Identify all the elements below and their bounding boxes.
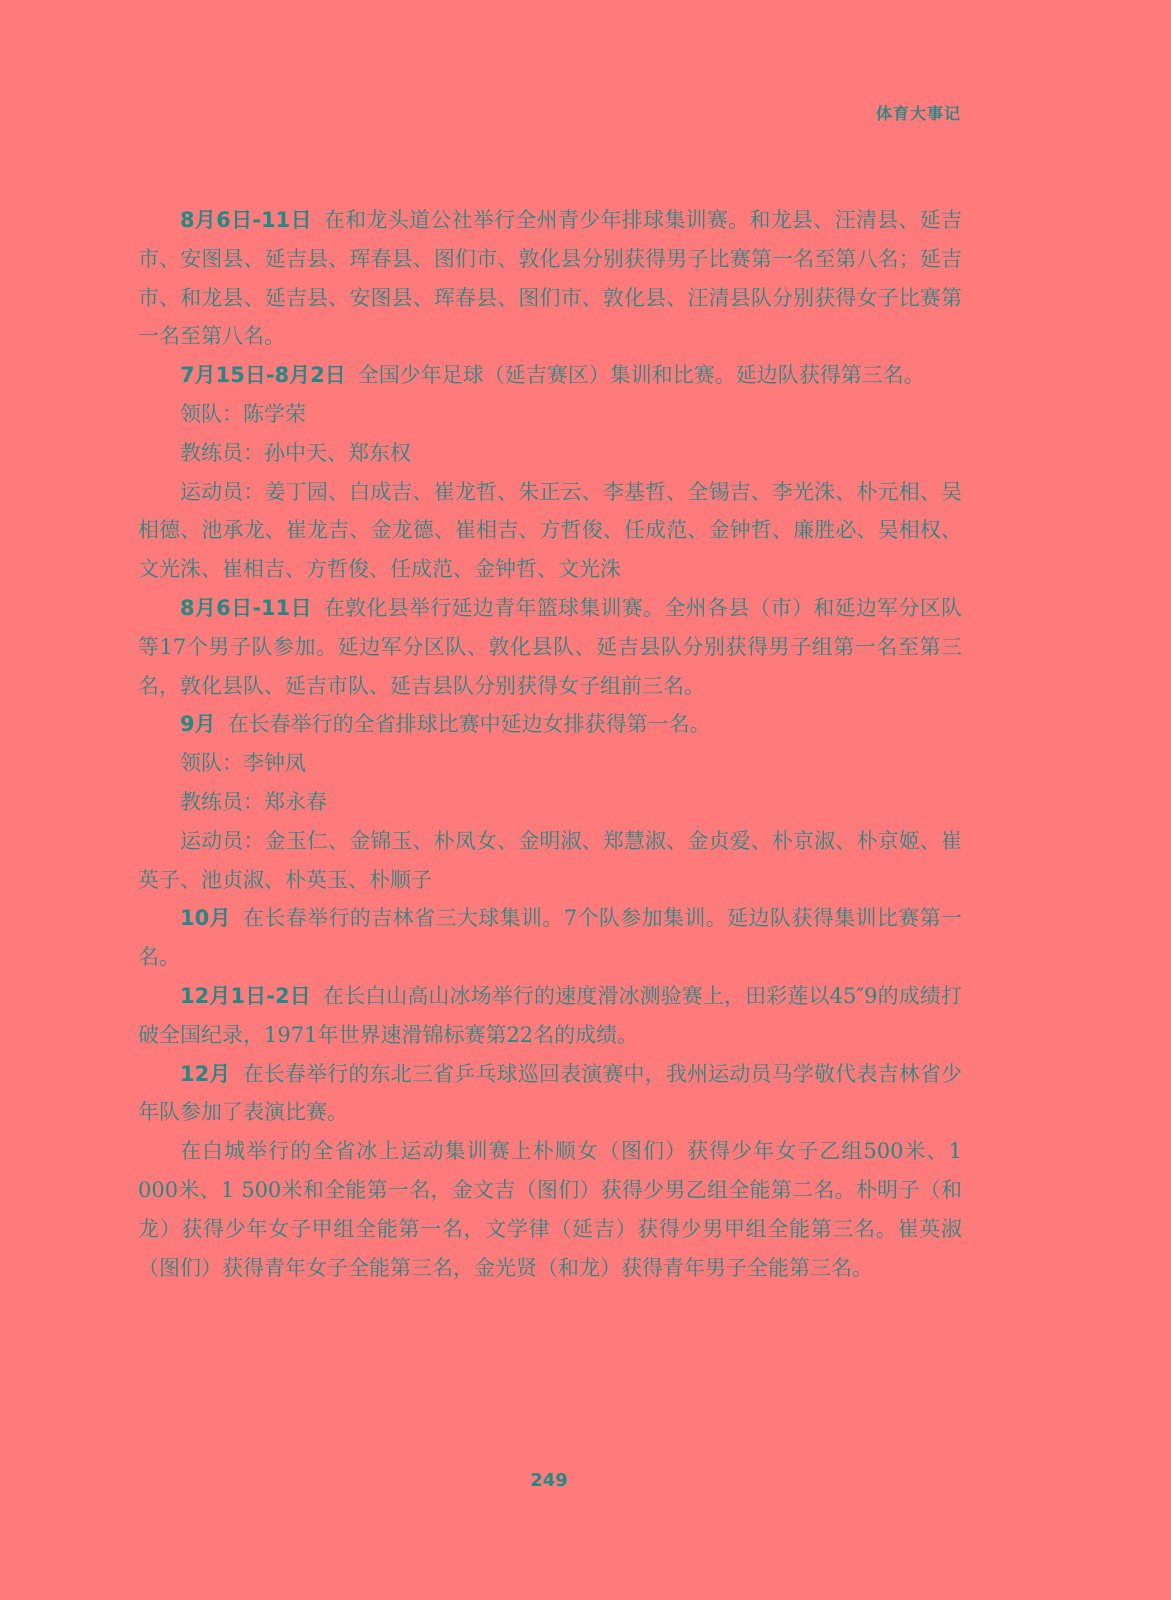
event-date: 12月1日-2日 [180,983,311,1008]
event-date: 7月15日-8月2日 [180,363,346,388]
event-date: 9月 [180,712,216,737]
paragraph-text: 在和龙头道公社举行全州青少年排球集训赛。和龙县、汪清县、延吉市、安图县、延吉县、珲春县、图们市、敦化县分别获得男子比赛第一名至第八名；延吉市、和龙县、延吉县、安图县、珲春县、图们市、敦化县、汪清县队分别获得女子比赛第一名至第八名。 [138,208,962,349]
paragraph [138,899,962,977]
paragraph [138,201,962,356]
paragraph [138,356,962,395]
paragraph-text: 在长春举行的全省排球比赛中延边女排获得第一名。 [227,712,711,737]
paragraph-text: 领队：李钟凤 [180,751,306,776]
page-number: 249 [530,1470,568,1491]
paragraph [138,473,962,589]
paragraph [138,705,962,744]
paragraph-text: 在长白山高山冰场举行的速度滑冰测验赛上，田彩莲以45″9的成绩打破全国纪录，1971年世界速滑锦标赛第22名的成绩。 [138,983,962,1047]
paragraph [138,395,962,434]
paragraph-text: 在白城举行的全省冰上运动集训赛上朴顺女（图们）获得少年女子乙组500米、1 000米、1 500米和全能第一名，金文吉（图们）获得少男乙组全能第二名。朴明子（和龙）获得少年女子甲组全能第一名，文学律（延吉）获得少男甲组全能第三名。崔英淑（图们）获得青年女子全能第三名，金光贤（和龙）获得青年男子全能第三名。 [138,1139,962,1280]
running-header: 体育大事记 [875,104,961,123]
paragraph [138,822,962,900]
paragraph [138,783,962,822]
paragraph-text: 在长春举行的吉林省三大球集训。7个队参加集训。延边队获得集训比赛第一名。 [138,906,962,970]
paragraph-text: 运动员：姜丁园、白成吉、崔龙哲、朱正云、李基哲、全锡吉、李光洙、朴元相、吴相德、池承龙、崔龙吉、金龙德、崔相吉、方哲俊、任成范、金钟哲、廉胜必、吴相权、文光洙、崔相吉、方哲俊、任成范、金钟哲、文光洙 [138,479,962,582]
paragraph-text: 教练员：郑永春 [180,789,327,814]
paragraph [138,1132,962,1287]
paragraph-text: 全国少年足球（延吉赛区）集训和比赛。延边队获得第三名。 [357,363,925,388]
paragraph-text: 在长春举行的东北三省乒乓球巡回表演赛中，我州运动员马学敬代表吉林省少年队参加了表演比赛。 [138,1061,962,1125]
paragraph [138,589,962,705]
event-date: 12月 [180,1061,231,1086]
event-date: 8月6日-11日 [180,595,312,620]
paragraph [138,744,962,783]
paragraph [138,1055,962,1133]
paragraph [138,977,962,1055]
paragraph-text: 教练员：孙中天、郑东权 [180,440,411,465]
event-date: 8月6日-11日 [180,208,312,232]
page-body [138,201,962,1287]
paragraph-text: 在敦化县举行延边青年篮球集训赛。全州各县（市）和延边军分区队等17个男子队参加。延边军分区队、敦化县队、延吉县队分别获得男子组第一名至第三名，敦化县队、延吉市队、延吉县队分别获得女子组前三名。 [138,595,962,698]
paragraph-text: 领队：陈学荣 [180,401,306,426]
event-date: 10月 [180,906,231,931]
paragraph [138,434,962,473]
paragraph-text: 运动员：金玉仁、金锦玉、朴凤女、金明淑、郑慧淑、金贞爱、朴京淑、朴京姬、崔英子、池贞淑、朴英玉、朴顺子 [138,828,962,892]
